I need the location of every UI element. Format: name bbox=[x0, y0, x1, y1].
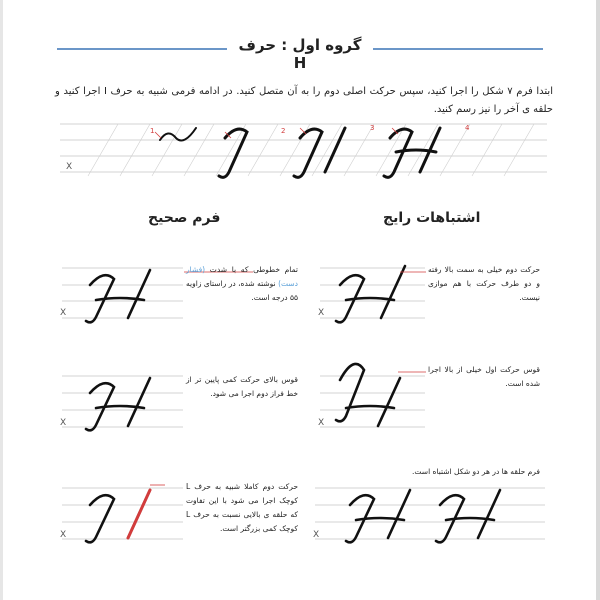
pressure-link: (فشار دست) bbox=[186, 265, 298, 288]
step-number: 1 bbox=[150, 127, 155, 135]
x-mark: X bbox=[60, 418, 67, 428]
mistake-h-3b bbox=[436, 490, 500, 542]
correct-h-3-red bbox=[128, 490, 150, 538]
page-title: گروه اول : حرف H bbox=[238, 36, 362, 72]
mistake-h-2 bbox=[336, 364, 400, 426]
x-mark: X bbox=[313, 530, 320, 540]
correct-note-2: قوس بالای حرکت کمی پایین تر از خط فراز دوم اجرا می شود. bbox=[186, 375, 298, 398]
mistake-note-1: حرکت دوم خیلی به سمت بالا رفته و دو طرف حرکت با هم موازی نیست. bbox=[428, 265, 540, 302]
step-number: 4 bbox=[465, 124, 470, 132]
mistake-h-3a bbox=[346, 490, 410, 542]
x-mark: X bbox=[318, 308, 325, 318]
correct-note-1: تمام خطوطی که با شدت (فشار دست) نوشته شده، در راستای زاویه ۵۵ درجه است. bbox=[186, 265, 298, 302]
correct-h-2 bbox=[86, 378, 150, 430]
mistake-note-3: فرم حلقه ها در هر دو شکل اشتباه است. bbox=[412, 467, 540, 476]
step-3-stroke bbox=[294, 128, 345, 177]
step-number: 2 bbox=[281, 127, 286, 135]
intro-paragraph: ابتدا فرم ۷ شکل را اجرا کنید، سپس حرکت اصلی دوم را به آن متصل کنید. در ادامه فرمی شبیه به حرف I اجرا کنید و حلقه ی آخر را نیز رسم کنید. bbox=[55, 86, 553, 115]
sample-guides bbox=[62, 268, 545, 539]
correct-heading: فرم صحیح bbox=[148, 210, 221, 226]
correct-h-1 bbox=[86, 270, 150, 322]
correct-note-3: حرکت دوم کاملا شبیه به حرف L کوچک اجرا می شود با این تفاوت که حلقه ی بالایی نسبت به حرف L کوچک کمی بزرگتر است. bbox=[186, 482, 298, 533]
x-height-mark: X bbox=[66, 162, 73, 172]
x-mark: X bbox=[60, 530, 67, 540]
step-strokes bbox=[160, 128, 440, 177]
correct-h-3 bbox=[86, 490, 150, 542]
mistake-h-1 bbox=[336, 266, 405, 322]
mistake-note-2: قوس حرکت اول خیلی از بالا اجرا شده است. bbox=[428, 365, 540, 388]
x-mark: X bbox=[318, 418, 325, 428]
step-1-stroke bbox=[160, 128, 196, 140]
x-mark: X bbox=[60, 308, 67, 318]
step-2-stroke bbox=[219, 129, 247, 177]
step-number: 3 bbox=[370, 124, 375, 132]
mistakes-heading: اشتباهات رایج bbox=[383, 210, 481, 226]
